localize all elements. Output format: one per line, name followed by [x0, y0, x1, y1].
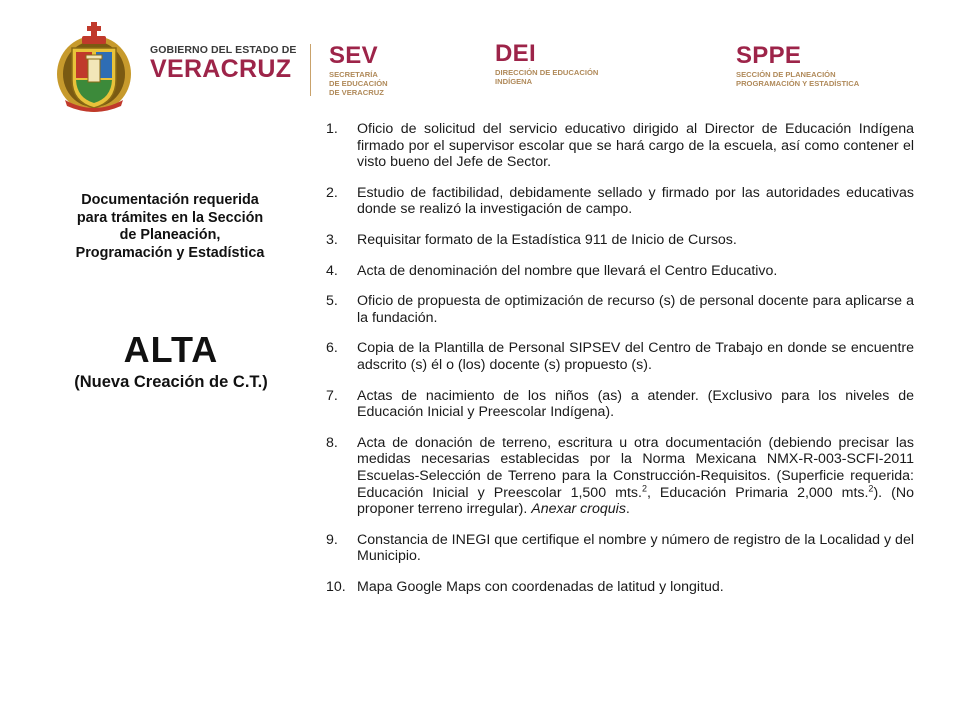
procedure-subheading: (Nueva Creación de C.T.): [74, 373, 268, 391]
page-header: [0, 0, 960, 120]
item-text: [357, 435, 914, 517]
list-item: [326, 579, 914, 596]
list-item: [326, 532, 914, 565]
item-number: 6.: [326, 340, 338, 357]
list-item: [326, 340, 914, 373]
veracruz-label: VERACRUZ: [150, 55, 292, 83]
title-line: de Planeación,: [119, 227, 221, 243]
item-text: Estudio de factibilidad, debidamente sellado y firmado por las autoridades educativas donde se realizó la investigación de campo.: [357, 184, 914, 218]
gobierno-veracruz-logo: [150, 44, 297, 82]
sev-acronym: SEV: [329, 42, 378, 69]
item-number: 1.: [326, 121, 338, 137]
item-text: Oficio de solicitud del servicio educativo dirigido al Director de Educación Indígena firmado por el supervisor escolar que se hará cargo de la escuela, así como contener el visto bueno del Jefe de Sector.: [357, 121, 914, 171]
title-line: para trámites en la Sección: [76, 209, 264, 226]
list-item: [326, 263, 914, 280]
requirements-list: [326, 121, 914, 609]
list-item: [326, 185, 914, 218]
item-number: 5.: [326, 293, 338, 310]
dei-logo: [495, 42, 598, 86]
sppe-line: PROGRAMACIÓN Y ESTADÍSTICA: [736, 79, 860, 88]
sppe-acronym: SPPE: [736, 42, 802, 69]
item-number: 10.: [326, 578, 346, 595]
item-text: Oficio de propuesta de optimización de recurso (s) de personal docente para aplicarse a la fundación.: [357, 293, 914, 326]
item-number: 3.: [326, 231, 338, 248]
item-text: Acta de denominación del nombre que llevará el Centro Educativo.: [357, 262, 778, 279]
item-text-part: .: [625, 501, 630, 518]
superscript: 2: [868, 482, 874, 493]
title-line: Programación y Estadística: [75, 244, 265, 261]
sppe-line: SECCIÓN DE PLANEACIÓN: [736, 70, 836, 79]
sppe-subtitle: [736, 70, 859, 88]
gobierno-label: GOBIERNO DEL ESTADO DE: [150, 44, 297, 56]
list-item: [326, 435, 914, 518]
item-text: Actas de nacimiento de los niños (as) a atender. (Exclusivo para los niveles de Educación Inicial y Preescolar Indígena).: [357, 387, 914, 421]
item-text: Requisitar formato de la Estadística 911 de Inicio de Cursos.: [357, 231, 737, 248]
dei-subtitle: [495, 68, 598, 86]
dei-line: INDÍGENA: [495, 77, 533, 86]
procedure-heading: ALTA: [123, 329, 219, 370]
list-item: [326, 388, 914, 421]
sev-line: SECRETARÍA: [329, 70, 378, 79]
item-text-part: Acta de donación de terreno, escritura u otra documentación (debiendo precisar las medidas necesarias establecidas por la Norma Mexicana NMX-R-003-SCFI-2011 Escuelas-Selección de Terreno para la Construcción-Requisitos. (Superficie requerida: Educación Inicial y Preescolar 1,500 mts.: [357, 434, 914, 501]
header-divider: [310, 44, 311, 96]
item-number: 2.: [326, 184, 338, 201]
list-item: [326, 232, 914, 249]
item-text-part: , Educación Primaria 2,000 mts.: [646, 484, 869, 501]
dei-acronym: DEI: [495, 40, 536, 67]
title-line: Documentación requerida: [81, 192, 259, 208]
item-text: Constancia de INEGI que certifique el nombre y número de registro de la Localidad y del Municipio.: [357, 531, 914, 565]
item-number: 9.: [326, 531, 338, 548]
list-item: [326, 121, 914, 171]
item-text: Copia de la Plantilla de Personal SIPSEV del Centro de Trabajo en donde se encuentre adscrito (s) él o (los) docente (s) propuesto (s).: [357, 340, 914, 373]
sev-subtitle: [329, 70, 388, 97]
item-number: 4.: [326, 262, 338, 279]
sev-line: DE EDUCACIÓN: [329, 79, 388, 88]
item-text: Mapa Google Maps con coordenadas de latitud y longitud.: [357, 578, 724, 595]
item-number: 7.: [326, 387, 338, 404]
veracruz-coat-of-arms-icon: [55, 22, 133, 114]
superscript: 2: [641, 482, 647, 493]
list-item: [326, 293, 914, 326]
sppe-logo: [736, 44, 859, 88]
item-text-emphasis: Anexar croquis: [531, 501, 626, 518]
item-number: 8.: [326, 434, 338, 451]
dei-line: DIRECCIÓN DE EDUCACIÓN: [495, 68, 599, 77]
sev-line: DE VERACRUZ: [329, 88, 384, 97]
item-text-part: ). (No proponer terreno irregular).: [357, 484, 915, 518]
document-title: [48, 192, 292, 262]
sev-logo: [329, 44, 388, 97]
